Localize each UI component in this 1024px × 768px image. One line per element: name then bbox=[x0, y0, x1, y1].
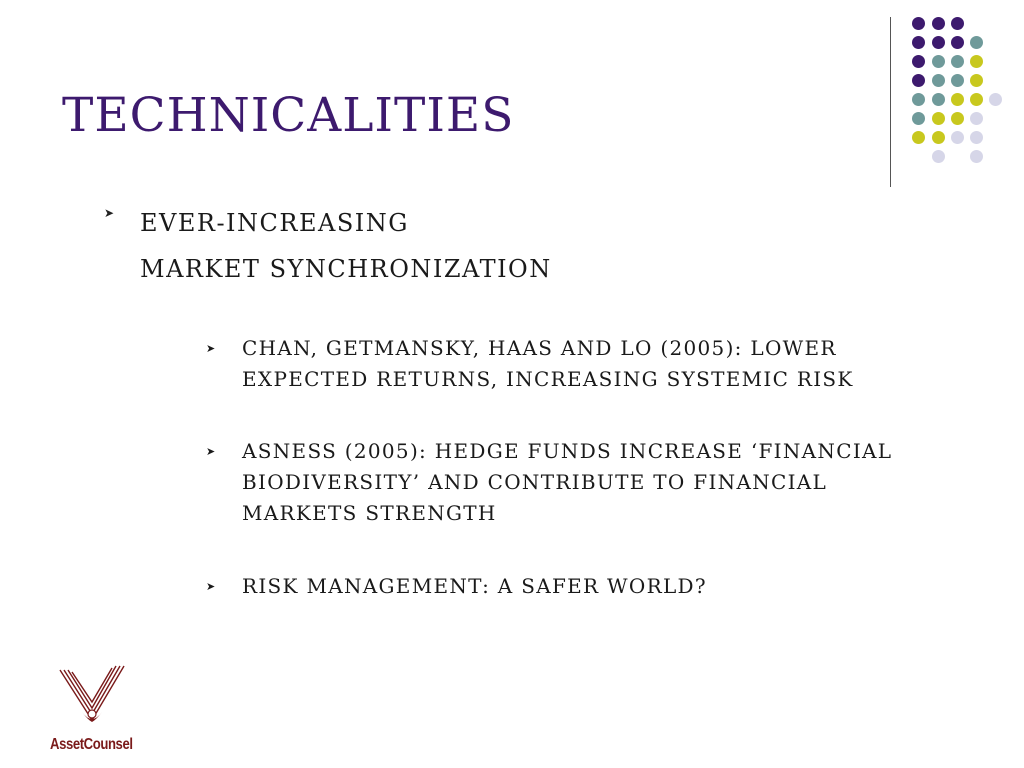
arrowhead-bullet-icon: ➤ bbox=[104, 206, 115, 220]
decorative-dot bbox=[912, 74, 925, 87]
arrowhead-bullet-icon: ➤ bbox=[206, 445, 217, 458]
decorative-dot bbox=[951, 131, 964, 144]
decorative-dot bbox=[951, 55, 964, 68]
arrowhead-bullet-icon: ➤ bbox=[206, 342, 217, 355]
decorative-dot bbox=[932, 36, 945, 49]
decorative-dot bbox=[932, 150, 945, 163]
decorative-dot bbox=[970, 74, 983, 87]
decorative-dot bbox=[912, 55, 925, 68]
decorative-dot bbox=[970, 150, 983, 163]
sub-bullet-item bbox=[206, 333, 946, 395]
decorative-dot bbox=[932, 17, 945, 30]
decorative-dot bbox=[951, 74, 964, 87]
sub-bullet-text: RISK MANAGEMENT: A SAFER WORLD? bbox=[242, 574, 707, 598]
decorative-dot bbox=[912, 131, 925, 144]
decorative-dot bbox=[932, 55, 945, 68]
vertical-divider bbox=[890, 17, 891, 187]
decorative-dot bbox=[912, 93, 925, 106]
decorative-dot bbox=[989, 93, 1002, 106]
decorative-dot bbox=[932, 131, 945, 144]
sub-bullet-item bbox=[206, 436, 946, 529]
decorative-dot bbox=[912, 112, 925, 125]
logo-wordmark: AssetCounsel bbox=[50, 736, 133, 753]
decorative-dot bbox=[912, 17, 925, 30]
decorative-dot bbox=[970, 112, 983, 125]
decorative-dot bbox=[970, 55, 983, 68]
decorative-dot bbox=[970, 36, 983, 49]
main-bullet-line-2: MARKET SYNCHRONIZATION bbox=[140, 255, 552, 283]
decorative-dot bbox=[970, 131, 983, 144]
slide-title: TECHNICALITIES bbox=[62, 88, 515, 143]
decorative-dot bbox=[951, 93, 964, 106]
decorative-dot bbox=[951, 36, 964, 49]
sub-bullet-text: CHAN, GETMANSKY, HAAS AND LO (2005): LOWER EXPECTED RETURNS, INCREASING SYSTEMIC RISK bbox=[242, 336, 854, 391]
main-bullet bbox=[140, 200, 552, 292]
decorative-dot bbox=[951, 112, 964, 125]
decorative-dot bbox=[970, 93, 983, 106]
decorative-dot bbox=[951, 17, 964, 30]
sub-bullet-item bbox=[206, 571, 946, 602]
decorative-dot bbox=[932, 93, 945, 106]
main-bullet-line-1: EVER-INCREASING bbox=[140, 209, 409, 237]
sub-bullet-text: ASNESS (2005): HEDGE FUNDS INCREASE ‘FINANCIAL BIODIVERSITY’ AND CONTRIBUTE TO FINANCIAL MARKETS STRENGTH bbox=[242, 439, 893, 525]
decorative-dot bbox=[932, 74, 945, 87]
arrowhead-bullet-icon: ➤ bbox=[206, 580, 217, 593]
decorative-dot bbox=[932, 112, 945, 125]
decorative-dot bbox=[912, 36, 925, 49]
